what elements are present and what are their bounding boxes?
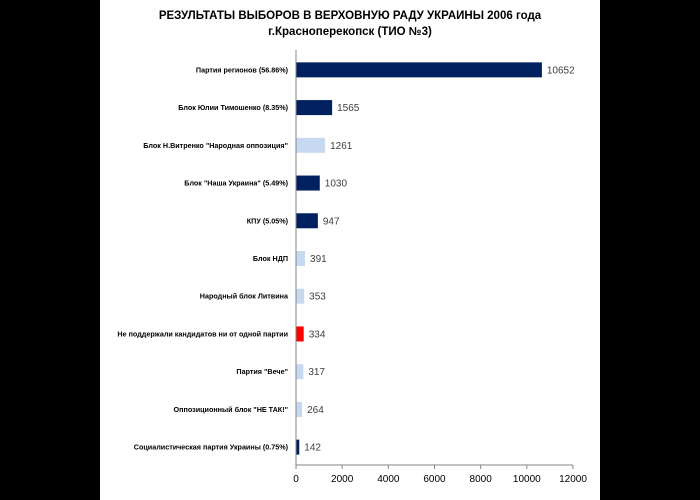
category-label: КПУ (5.05%) bbox=[246, 216, 288, 226]
x-tick-label: 10000 bbox=[512, 474, 541, 485]
x-tick-label: 6000 bbox=[423, 474, 446, 485]
x-tick-label: 2000 bbox=[331, 474, 354, 485]
data-label: 947 bbox=[322, 216, 340, 228]
x-tick-label: 4000 bbox=[377, 474, 400, 485]
data-label: 1261 bbox=[330, 140, 353, 152]
x-tick-label: 0 bbox=[293, 474, 299, 485]
bar bbox=[296, 138, 325, 153]
category-label: Не поддержали кандидатов ни от одной партии bbox=[117, 329, 288, 339]
bar-chart bbox=[100, 0, 600, 500]
category-label: Оппозиционный блок "НЕ ТАК!" bbox=[173, 404, 288, 414]
chart-panel bbox=[100, 0, 600, 500]
chart-subtitle: г.Красноперекопск (ТИО №3) bbox=[268, 26, 432, 38]
data-label: 391 bbox=[310, 254, 327, 265]
data-label: 142 bbox=[304, 442, 321, 454]
category-label: Блок НДП bbox=[252, 254, 288, 263]
category-label: Блок Юлии Тимошенко (8.35%) bbox=[178, 103, 288, 113]
x-tick-label: 12000 bbox=[559, 474, 587, 485]
category-label: Партия регионов (56.86%) bbox=[195, 65, 288, 75]
category-label: Социалистическая партия Украины (0.75%) bbox=[133, 442, 288, 452]
bar bbox=[296, 62, 542, 77]
bar bbox=[296, 364, 303, 379]
bar bbox=[296, 213, 318, 228]
bar bbox=[296, 251, 305, 266]
data-label: 10652 bbox=[546, 65, 575, 77]
category-label: Блок Н.Витренко "Народная оппозиция" bbox=[143, 140, 288, 150]
category-label: Партия "Вече" bbox=[236, 367, 288, 377]
data-label: 317 bbox=[308, 367, 326, 379]
data-label: 353 bbox=[309, 291, 326, 303]
chart-title: РЕЗУЛЬТАТЫ ВЫБОРОВ В ВЕРХОВНУЮ РАДУ УКРАИНЫ 2006 года bbox=[158, 10, 542, 22]
data-label: 1565 bbox=[337, 103, 360, 115]
x-tick-label: 8000 bbox=[469, 474, 492, 485]
bar bbox=[296, 326, 304, 341]
bar bbox=[296, 289, 304, 304]
category-label: Народный блок Литвина bbox=[199, 291, 288, 301]
category-label: Блок "Наша Украина" (5.49%) bbox=[184, 178, 288, 188]
bar bbox=[296, 100, 332, 115]
bar bbox=[296, 402, 302, 417]
bar bbox=[296, 176, 320, 191]
data-label: 264 bbox=[307, 404, 324, 416]
data-label: 1030 bbox=[324, 178, 348, 190]
data-label: 334 bbox=[308, 329, 326, 341]
